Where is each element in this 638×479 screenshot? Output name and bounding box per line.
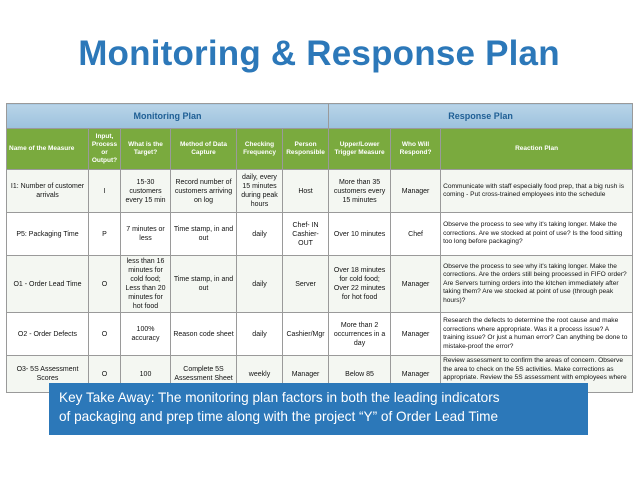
method-cell: Reason code sheet (171, 313, 237, 356)
table-row (7, 170, 633, 213)
person-cell: Server (283, 256, 329, 313)
column-header: Input, Process or Output? (89, 129, 121, 170)
column-header-row (7, 129, 633, 170)
reaction-cell: Communicate with staff especially food prep, that a big rush is coming - Put cross-trained employees into the schedule (441, 170, 633, 213)
ipo-cell: O (89, 256, 121, 313)
ipo-cell: O (89, 313, 121, 356)
method-cell: Time stamp, in and out (171, 213, 237, 256)
responder-cell: Manager (391, 170, 441, 213)
frequency-cell: daily (237, 213, 283, 256)
trigger-cell: Over 18 minutes for cold food; Over 22 minutes for hot food (329, 256, 391, 313)
column-header: What is the Target? (121, 129, 171, 170)
measure-cell: P5: Packaging Time (7, 213, 89, 256)
trigger-cell: More than 35 customers every 15 minutes (329, 170, 391, 213)
responder-cell: Manager (391, 313, 441, 356)
person-cell: Cashier/Mgr (283, 313, 329, 356)
person-cell: Chef- IN Cashier-OUT (283, 213, 329, 256)
column-header: Name of the Measure (7, 129, 89, 170)
column-header: Checking Frequency (237, 129, 283, 170)
column-header: Method of Data Capture (171, 129, 237, 170)
trigger-cell: More than 2 occurrences in a day (329, 313, 391, 356)
ipo-cell: O (89, 356, 121, 393)
ipo-cell: P (89, 213, 121, 256)
table-row (7, 213, 633, 256)
target-cell: 7 minutes or less (121, 213, 171, 256)
target-cell: less than 16 minutes for cold food; Less than 20 minutes for hot food (121, 256, 171, 313)
takeaway-line-2: of packaging and prep time along with the project “Y” of Order Lead Time (59, 409, 499, 424)
target-cell: 100 (121, 356, 171, 393)
monitoring-response-table (6, 103, 633, 393)
measure-cell: O2 - Order Defects (7, 313, 89, 356)
table-row (7, 256, 633, 313)
method-cell: Complete 5S Assessment Sheet (171, 356, 237, 393)
person-cell: Host (283, 170, 329, 213)
column-header: Reaction Plan (441, 129, 633, 170)
reaction-cell: Observe the process to see why it's taking longer. Make the corrections. Are the orders still being processed in FIFO order? Are Servers turning orders into the kitchen immediately after taking them? Are we stocked at point of use (through peak hours)? (441, 256, 633, 313)
frequency-cell: daily (237, 256, 283, 313)
slide-title: Monitoring & Response Plan (78, 34, 560, 73)
table-row (7, 313, 633, 356)
frequency-cell: daily (237, 313, 283, 356)
group-header-row (7, 104, 633, 129)
key-takeaway-box (49, 383, 588, 435)
target-cell: 100% accuracy (121, 313, 171, 356)
person-cell: Manager (283, 356, 329, 393)
target-cell: 15-30 customers every 15 min (121, 170, 171, 213)
plan-table-container (6, 103, 632, 382)
monitoring-plan-header: Monitoring Plan (7, 104, 329, 129)
column-header: Upper/Lower Trigger Measure (329, 129, 391, 170)
method-cell: Record number of customers arriving on log (171, 170, 237, 213)
trigger-cell: Over 10 minutes (329, 213, 391, 256)
reaction-cell: Review assessment to confirm the areas of concern. Observe the area to check on the 5S activities. Make corrections as appropriate. Review the 5S assessment with employees where (441, 356, 633, 393)
column-header: Person Responsible (283, 129, 329, 170)
reaction-cell: Observe the process to see why it's taking longer. Make the corrections. Are we stocked at point of use? Is the food sitting too long before packaging? (441, 213, 633, 256)
measure-cell: I1: Number of customer arrivals (7, 170, 89, 213)
responder-cell: Manager (391, 356, 441, 393)
measure-cell: O3- 5S Assessment Scores (7, 356, 89, 393)
reaction-cell: Research the defects to determine the root cause and make corrections where appropriate. Was it a process issue? A training issue? Or just a human error? Can anything be done to mistake-proof the error? (441, 313, 633, 356)
column-header: Who Will Respond? (391, 129, 441, 170)
takeaway-line-1: Key Take Away: The monitoring plan factors in both the leading indicators (59, 390, 500, 405)
response-plan-header: Response Plan (329, 104, 633, 129)
method-cell: Time stamp, in and out (171, 256, 237, 313)
responder-cell: Chef (391, 213, 441, 256)
measure-cell: O1 - Order Lead Time (7, 256, 89, 313)
trigger-cell: Below 85 (329, 356, 391, 393)
ipo-cell: I (89, 170, 121, 213)
frequency-cell: weekly (237, 356, 283, 393)
responder-cell: Manager (391, 256, 441, 313)
frequency-cell: daily, every 15 minutes during peak hours (237, 170, 283, 213)
